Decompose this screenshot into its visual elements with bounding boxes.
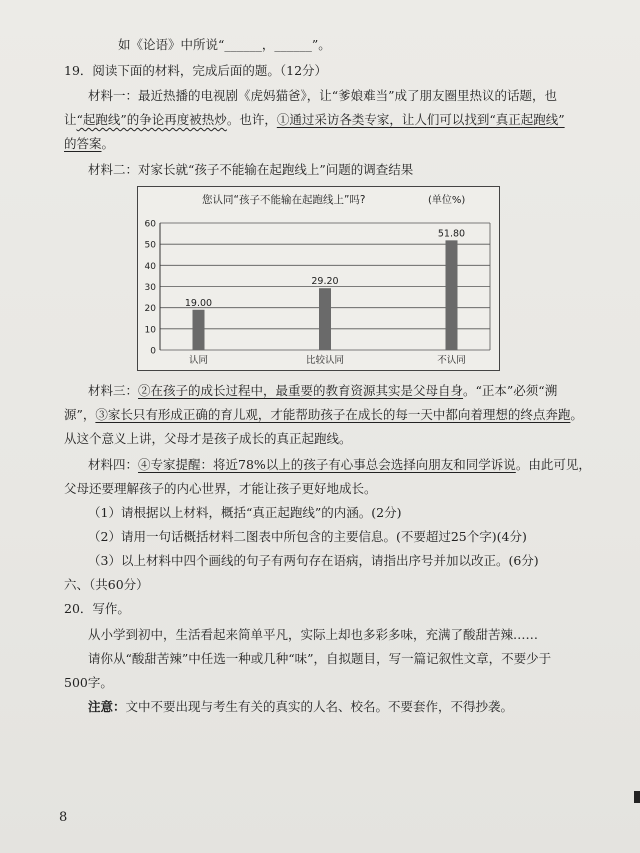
x-tick-label: 比较认同 xyxy=(305,355,345,366)
page-number: 8 xyxy=(59,810,68,825)
chart-title: 您认同“孩子不能输在起跑线上”吗? xyxy=(202,194,366,206)
underlined-sentence-4: ④专家提醒：将近78%以上的孩子有心事总会选择向朋友和同学诉说 xyxy=(138,457,516,472)
writing-prompt-line-2: 请你从“酸甜苦辣”中任选一种或几种“味”，自拟题目，写一篇记叙性文章，不要少于 xyxy=(88,651,552,666)
note-label: 注意： xyxy=(88,699,126,714)
underlined-sentence-3: ③家长只有形成正确的育儿观，才能帮助孩子在成长的每一天中都向着理想的终点奔跑 xyxy=(95,407,571,422)
chart-unit: (单位%) xyxy=(428,195,466,206)
survey-bar-chart xyxy=(137,186,500,371)
material-3-line-3: 从这个意义上讲，父母才是孩子成长的真正起跑线。 xyxy=(64,431,352,446)
y-tick-label: 40 xyxy=(144,261,156,272)
writing-prompt-line-3: 500字。 xyxy=(64,675,113,690)
y-tick-label: 10 xyxy=(144,325,156,336)
material-4-text: 。由此可见， xyxy=(515,457,591,472)
analects-quote-line: 如《论语》中所说“______，______”。 xyxy=(118,37,331,52)
section-6-heading: 六、（共60分） xyxy=(64,577,149,592)
material-3-text: 源”， xyxy=(64,407,96,422)
material-1-wavy-text: “起跑线”的争论再度被热炒 xyxy=(76,112,227,127)
x-tick-label: 不认同 xyxy=(437,355,466,366)
x-tick-label: 认同 xyxy=(188,355,209,366)
material-1-line-3 xyxy=(64,135,594,153)
material-1-text: 。 xyxy=(101,136,115,151)
note-text: 文中不要出现与考生有关的真实的人名、校名。不要套作，不得抄袭。 xyxy=(125,699,514,714)
material-1-text: 让 xyxy=(64,112,77,127)
sub-question-2: （2）请用一句话概括材料二图表中所包含的主要信息。(不要超过25个字)(4分) xyxy=(88,529,527,544)
question-19-heading: 19．阅读下面的材料，完成后面的题。（12分） xyxy=(64,63,328,78)
material-1-line-1: 材料一：最近热播的电视剧《虎妈猫爸》，让“爹娘难当”成了朋友圈里热议的话题，也 xyxy=(88,88,558,103)
bar-value-label: 51.80 xyxy=(437,228,466,240)
bar-value-label: 29.20 xyxy=(311,276,339,288)
y-tick-label: 0 xyxy=(150,346,156,357)
material-3-text: 材料三： xyxy=(88,383,139,398)
bar xyxy=(193,310,205,350)
question-20-heading: 20．写作。 xyxy=(64,601,130,616)
writing-prompt-line-1: 从小学到初中，生活看起来简单平凡，实际上却也多彩多味，充满了酸甜苦辣…… xyxy=(88,627,539,642)
material-4-line-2: 父母还要理解孩子的内心世界，才能让孩子更好地成长。 xyxy=(64,481,377,496)
y-tick-label: 20 xyxy=(144,304,156,315)
sub-question-1: （1）请根据以上材料，概括“真正起跑线”的内涵。(2分) xyxy=(88,505,402,520)
material-3-line-1 xyxy=(88,382,618,400)
y-tick-label: 30 xyxy=(144,283,156,293)
y-tick-label: 50 xyxy=(144,240,156,251)
material-1-line-2 xyxy=(64,111,594,129)
material-3-line-2 xyxy=(64,406,594,424)
material-4-text: 材料四： xyxy=(88,457,139,472)
material-3-text: 。 xyxy=(570,407,583,422)
bar-value-label: 19.00 xyxy=(184,297,213,309)
underlined-sentence-1: ①通过采访各类专家，让人们可以找到“真正起跑线” xyxy=(276,112,565,127)
bar xyxy=(446,240,458,350)
underlined-sentence-1-end: 的答案 xyxy=(64,136,102,151)
sub-question-3: （3）以上材料中四个画线的句子有两句存在语病，请指出序号并加以改正。(6分) xyxy=(88,553,539,568)
bar xyxy=(319,288,331,350)
material-1-text: 。也许， xyxy=(226,112,277,127)
material-4-line-1 xyxy=(88,456,618,474)
chart-canvas xyxy=(138,187,499,370)
underlined-sentence-2: ②在孩子的成长过程中，最重要的教育资源其实是父母自身 xyxy=(138,383,464,398)
writing-note xyxy=(88,698,618,716)
material-2-heading: 材料二：对家长就“孩子不能输在起跑线上”问题的调查结果 xyxy=(88,162,414,177)
edge-mark xyxy=(634,791,640,803)
y-tick-label: 60 xyxy=(144,219,156,230)
material-3-text: 。“正本”必须“溯 xyxy=(463,383,558,398)
